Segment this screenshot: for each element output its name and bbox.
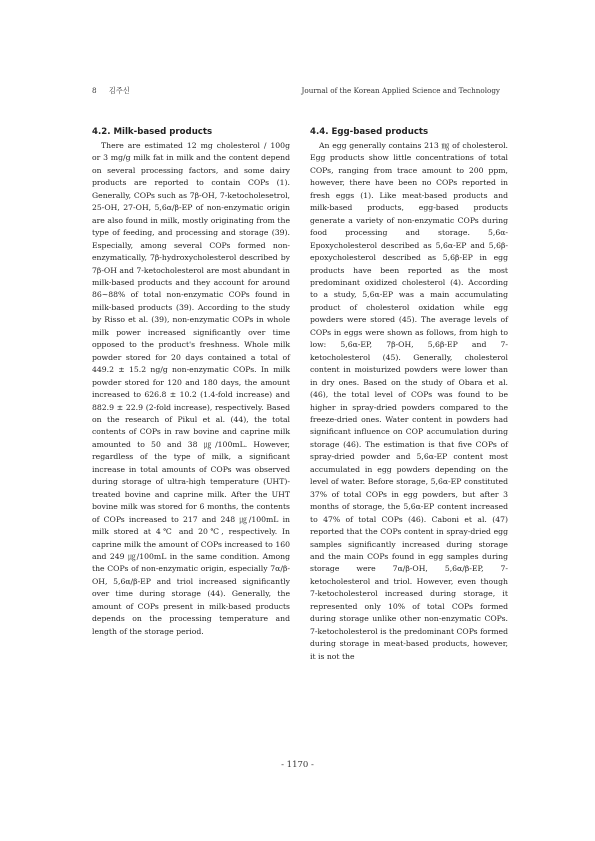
page-footer: - 1170 - [281, 760, 314, 770]
author-name: 김주신 [108, 86, 130, 95]
section-title-milk: 4.2. Milk-based products [92, 127, 213, 137]
milk-section-body: There are estimated 12 mg cholesterol / 100g or 3 mg/g milk fat in milk and the content depend on several processing factors, and some dairy products are reported to contain COPs (1). Generally, COPs such as 7β-OH, 7-ketocholesetrol, 25-OH, 27-OH, 5,6α/β-EP of non-enzymatic origin are also found in milk, mostly originating from the type of feeding, and processing and storage (39). Especially, among several COPs formed non-enzymatically, 7β-hydroxycholesterol described by 7β-OH and 7-ketocholesterol are most abundant in milk-based products and they account for around 86~88% of total non-enzymatic COPs found in milk-based products (39). According to the study by Risso et al. (39), non-enzymatic COPs in whole milk power increased significantly over time opposed to the product's freshness. Whole milk powder stored for 20 days contained a total of 449.2 ± 15.2 ng/g non-enzymatic COPs. In milk powder stored for 120 and 180 days, the amount increased to 626.8 ± 10.2 (1.4-fold increase) and 882.9 ± 22.9 (2-fold increase), respectively. Based on the research of Pikul et al. (44), the total contents of COPs in raw bovine and caprine milk amounted to 50 and 38 ㎍/100mL. However, regardless of the type of milk, a significant increase in total amounts of COPs was observed during storage of ultra-high temperature (UHT)-treated bovine and caprine milk. After the UHT bovine milk was stored for 6 months, the contents of COPs increased to 217 and 248 ㎍/100mL in milk stored at 4℃ and 20℃, respectively. In caprine milk the amount of COPs increased to 160 and 249 ㎍/100mL in the same condition. Among the COPs of non-enzymatic origin, especially 7α/β-OH, 5,6α/β-EP and triol increased significantly over time during storage (44). Generally, the amount of COPs present in milk-based products depends on the processing temperature and length of the storage period. [92, 141, 290, 636]
header-left [92, 86, 130, 96]
section-title-egg: 4.4. Egg-based products [310, 127, 429, 137]
right-column [310, 126, 508, 663]
running-header [0, 86, 595, 100]
journal-title: Journal of the Korean Applied Science and Technology [301, 86, 500, 95]
left-column [92, 126, 290, 638]
egg-section-body: An egg generally contains 213 ㎎ of cholesterol. Egg products show little concentrations of total COPs, ranging from trace amount to 200 ppm, however, there have been no COPs reported in fresh eggs (1). Like meat-based products and milk-based products, egg-based products generate a variety of non-enzymatic COPs during food processing and storage. 5,6α-Epoxycholesterol described as 5,6α-EP and 5,6β-epoxycholesterol described as 5,6β-EP in egg products have been reported as the most predominant oxidized cholesterol (4). According to a study, 5,6α-EP was a main accumulating product of cholesterol oxidation while egg powders were stored (45). The average levels of COPs in eggs were shown as follows, from high to low: 5,6α-EP, 7β-OH, 5,6β-EP and 7-ketocholesterol (45). Generally, cholesterol content in moisturized powders were lower than in dry ones. Based on the study of Obara et al. (46), the total level of COPs was found to be higher in spray-dried powders compared to the freeze-dried ones. Water content in powders had significant influence on COP accumulation during storage (46). The estimation is that five COPs of spray-dried powder and 5,6α-EP content most accumulated in egg powders depending on the level of water. Before storage, 5,6α-EP constituted 37% of total COPs in egg powders, but after 3 months of storage, the 5,6α-EP content increased to 47% of total COPs (46). Caboni et al. (47) reported that the COPs content in spray-dried egg samples significantly increased during storage and the main COPs found in egg samples during storage were 7α/β-OH, 5,6α/β-EP, 7-ketocholesterol and triol. However, even though 7-ketocholesterol increased during storage, it represented only 10% of total COPs formed during storage unlike other non-enzymatic COPs. 7-ketocholesterol is the predominant COPs formed during storage in meat-based products, however, it is not the [310, 141, 508, 661]
page-number: 8 [92, 86, 97, 95]
